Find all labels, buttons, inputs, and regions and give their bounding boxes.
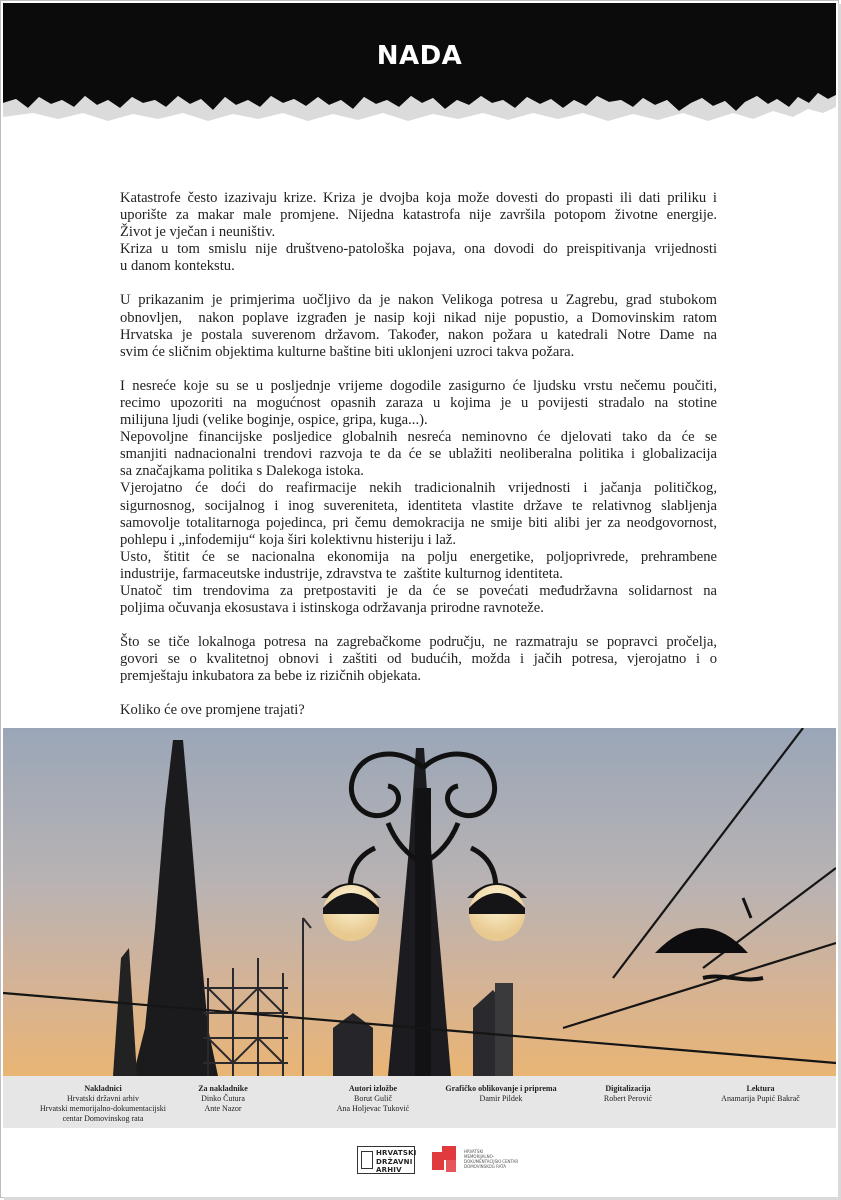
text-line: svim će sličnim objektima kulturne baštine biti uklonjeni uzroci takva požara. <box>120 343 575 360</box>
text-line: smanjiti nadnacionalni trendovi razvoja te da će se ublažiti neoliberalna politika i globalizacija <box>120 446 717 463</box>
paragraph-3 <box>120 378 717 617</box>
paragraph-1 <box>120 190 717 275</box>
text-line: sa značajkama politika s Dalekoga istoka. <box>120 463 364 480</box>
credit-publishers: Nakladnici Hrvatski državni arhiv Hrvatski memorijalno-dokumentacijski centar Domovinskog rata <box>40 1084 166 1123</box>
text-line: Kriza u tom smislu nije društveno-patološka pojava, ona dovodi do preispitivanja vrijednosti <box>120 241 717 258</box>
text-line: Što se tiče lokalnoga potresa na zagrebačkome području, ne razmatraju se popravci pročelja, <box>120 634 717 651</box>
credits-bar <box>3 1076 836 1128</box>
text-line: Hrvatska je postala suverenom državom. Također, nakon požara u katedrali Notre Dame na <box>120 326 717 343</box>
header-banner <box>3 3 836 133</box>
text-line: industrije, farmaceutske industrije, zdravstva te zaštite kulturnog identiteta. <box>120 565 563 582</box>
text-line: recimo upozoriti na mogućnost opasnih zaraza u kojima je u povijesti stradalo na stotine <box>120 394 717 411</box>
cathedral-lamp-photo <box>3 728 836 1076</box>
credit-proofreading: Lektura Anamarija Pupić Bakrač <box>721 1084 800 1103</box>
text-line: Usto, štitit će se nacionalna ekonomija na polju energetike, poljoprivrede, prehrambene <box>120 548 717 565</box>
text-line: Život je vječan i neuništiv. <box>120 224 276 241</box>
credit-digitalization: Digitalizacija Robert Perović <box>603 1084 653 1103</box>
publisher-logos <box>0 1140 841 1180</box>
text-line: Nepovoljne financijske posljedice globalnih nesreća neminovno će djelovati tako da će se <box>120 429 717 446</box>
text-line: I nesreće koje su se u posljednje vrijeme dogodile zasigurno će ljudsku vrstu nečemu poučiti, <box>120 377 717 394</box>
credit-design: Grafičko oblikovanje i priprema Damir Pildek <box>445 1084 557 1103</box>
text-line: pohlepu i „infodemiju“ koja širi kolektivnu histeriju i laž. <box>120 531 456 548</box>
paragraph-5 <box>120 702 717 719</box>
hda-emblem-icon <box>361 1151 373 1169</box>
text-line: u danom kontekstu. <box>120 258 235 275</box>
credit-authors: Autori izložbe Borut Gulič Ana Holjevac Tuković <box>336 1084 410 1113</box>
text-line: samovolje totalitarnoga pojedinca, pri čemu demokracija ne smije biti alibi jer za neodgovornost, <box>120 514 717 531</box>
credit-for-publishers: Za nakladnike Dinko Čutura Ante Nazor <box>198 1084 248 1113</box>
text-line: obnovljen, nakon poplave izgrađen je nasip koji nikad nije popustio, a Domovinskim ratom <box>120 309 717 326</box>
text-line: sigurnosnog, socijalnog i inog suvereniteta, identiteta vlastite države te relativnog slabljenja <box>120 497 717 514</box>
hda-logo: HRVATSKI DRŽAVNI ARHIV <box>357 1146 415 1174</box>
text-line: Vjerojatno će doći do reafirmacije nekih tradicionalnih vrijednosti i jačanja političkog, <box>120 480 717 497</box>
text-line: U prikazanim je primjerima uočljivo da je nakon Velikoga potresa u Zagrebu, grad stubokom <box>120 292 717 309</box>
text-line: Unatoč tim trendovima za pretpostaviti je da će se povećati međudržavna solidarnost na <box>120 582 717 599</box>
text-line: uporište za makar male promjene. Nijedna katastrofa nije završila potopom životne energije. <box>120 207 717 224</box>
hmdcdr-logo: HRVATSKI MEMORIJALNO- DOKUMENTACIJSKI CENTAR DOMOVINSKOG RATA <box>432 1146 572 1176</box>
text-line: Katastrofe često izazivaju krize. Kriza je dvojba koja može dovesti do propasti ili dati priliku i <box>120 190 717 206</box>
paragraph-2 <box>120 292 717 360</box>
article-body <box>120 190 717 720</box>
paragraph-4 <box>120 634 717 685</box>
text-line: Koliko će ove promjene trajati? <box>120 702 305 719</box>
text-line: milijuna ljudi (velike boginje, ospice, gripa, kuga...). <box>120 412 428 429</box>
page-title: NADA <box>376 41 463 71</box>
text-line: poljima očuvanja ekosustava i istinskoga održavanja prirodne ravnoteže. <box>120 600 544 617</box>
text-line: premještaju inkubatora za bebe iz rizičnih objekata. <box>120 668 422 685</box>
text-line: govori se o kvalitetnoj obnovi i zaštiti od budućih, možda i jačih potresa, vjerojatno i o <box>120 651 717 668</box>
